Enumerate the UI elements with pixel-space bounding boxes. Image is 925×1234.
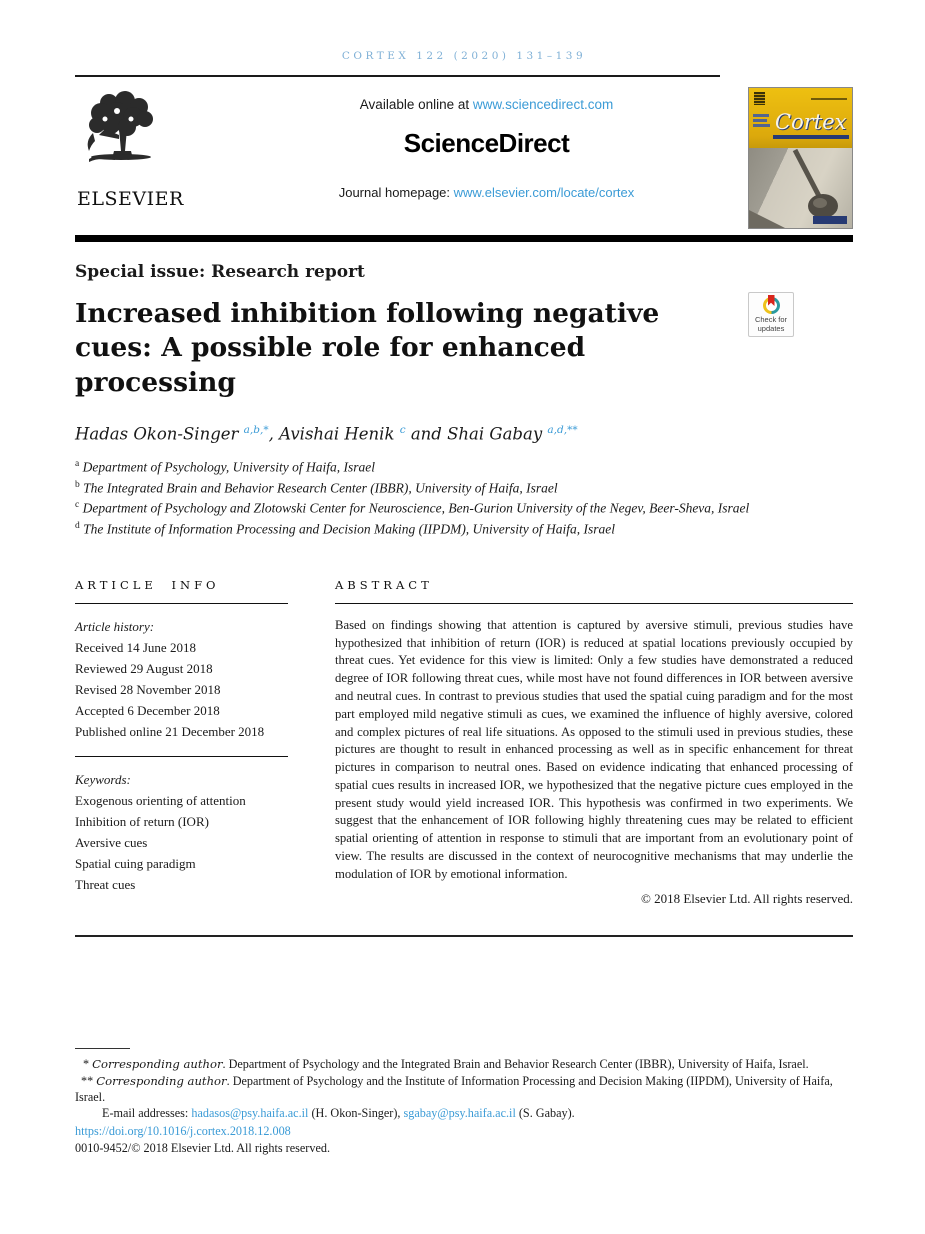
journal-citation: CORTEX 122 (2020) 131–139 bbox=[341, 50, 587, 62]
history-label: Article history: bbox=[75, 618, 155, 634]
corresponding-author-label: Corresponding author bbox=[92, 1057, 223, 1071]
badge-label-line1: Check for bbox=[754, 315, 788, 324]
affiliation-sup: d bbox=[75, 521, 80, 532]
affiliation-text: Department of Psychology and Zlotowski Center for Neuroscience, Ben-Gurion University of the Negev, Beer-Sheva, Israel bbox=[82, 500, 750, 516]
author-name: Shai Gabay bbox=[447, 424, 543, 444]
abstract-rule bbox=[335, 603, 853, 604]
cover-text-bar bbox=[753, 124, 770, 127]
affiliation-item bbox=[75, 519, 865, 540]
keyword-item: Inhibition of return (IOR) bbox=[75, 814, 209, 830]
footnote-marker: * bbox=[83, 1057, 90, 1071]
citation-rule bbox=[75, 75, 720, 77]
author-separator: , bbox=[268, 424, 280, 444]
article-history bbox=[75, 616, 288, 742]
abstract-text: Based on findings showing that attention is captured by aversive stimuli, previous studies have hypothesized that inhibition of return (IOR) is reduced at spatial locations previously occupied by threat cues. Yet evidence for this view is limited: Only a few studies have demonstrated a reduced degree of IOR following threat cues, while most have not found differences in IOR between aversive and neutral cues. In contrast to previous studies that used the spatial cuing paradigm and for the most part employed mild negative stimuli as cues, we examined the influence of highly aversive, colored and complex pictures of real life situations. As opposed to the stimuli used in previous studies, these pictures are thought to result in enhanced processing as well as in specific enhancement for threat pictures in comparison to neutral ones. Based on evidence indicating that enhanced processing of spatial cues results in increased IOR, we hypothesized that the negative picture cues employed in the present study would yield increased IOR. This hypothesis was confirmed in two experiments. We suggest that the enhancement of IOR following highly threatening cues may be related to efficient spatial orienting of attention in response to stimuli that are important from an evolutionary point of view. The results are discussed in the context of neurocognitive mechanisms that may underlie the modulation of IOR by emotional information. bbox=[335, 617, 853, 881]
history-item: Received 14 June 2018 bbox=[75, 639, 196, 655]
history-item: Revised 28 November 2018 bbox=[75, 681, 221, 697]
affiliations bbox=[75, 457, 865, 540]
publisher-banner bbox=[75, 87, 853, 229]
author-affil-sup: a,b,* bbox=[243, 424, 269, 437]
section-bottom-rule bbox=[75, 935, 853, 937]
affiliation-item bbox=[75, 498, 865, 519]
footnote-text: . Department of Psychology and the Integrated Brain and Behavior Research Center (IBBR), University of Haifa, Israel. bbox=[222, 1057, 809, 1071]
badge-label bbox=[755, 316, 787, 333]
banner-center bbox=[225, 87, 748, 200]
cover-text-bar bbox=[811, 98, 847, 100]
cover-text-bar bbox=[753, 114, 769, 117]
email-attribution: (S. Gabay). bbox=[515, 1106, 575, 1121]
keywords-block bbox=[75, 769, 288, 895]
elsevier-tree-icon bbox=[75, 89, 170, 181]
email-link-gabay[interactable]: sgabay@psy.haifa.ac.il bbox=[403, 1106, 516, 1121]
article-info-heading: ARTICLE INFO bbox=[75, 577, 220, 592]
elsevier-logo bbox=[75, 87, 225, 210]
email-label: E-mail addresses: bbox=[102, 1106, 189, 1121]
footnote-rule bbox=[75, 1048, 130, 1049]
email-addresses-line bbox=[75, 1105, 857, 1121]
affiliation-sup: c bbox=[75, 500, 80, 511]
doi-line bbox=[75, 1123, 857, 1139]
check-for-updates-badge[interactable] bbox=[748, 292, 794, 337]
homepage-link[interactable]: www.elsevier.com/locate/cortex bbox=[453, 185, 635, 200]
author-separator: and bbox=[405, 424, 448, 444]
footnote-text: . Department of Psychology and the Institute of Information Processing and Decision Making (IIPDM), University of Haifa, Israel. bbox=[75, 1073, 833, 1105]
author-name: Avishai Henik bbox=[279, 424, 395, 444]
doi-link[interactable]: https://doi.org/10.1016/j.cortex.2018.12.008 bbox=[75, 1123, 291, 1138]
author-line bbox=[75, 424, 853, 444]
section-label: Special issue: Research report bbox=[75, 262, 365, 282]
keyword-item: Threat cues bbox=[75, 877, 136, 893]
history-item: Reviewed 29 August 2018 bbox=[75, 660, 213, 676]
affiliation-text: The Integrated Brain and Behavior Research Center (IBBR), University of Haifa, Israel bbox=[83, 480, 558, 496]
keyword-item: Aversive cues bbox=[75, 835, 148, 851]
cover-subtitle-band bbox=[773, 135, 849, 139]
keywords-rule bbox=[75, 756, 288, 757]
author-affil-sup: a,d,** bbox=[547, 424, 578, 437]
cover-text-bar bbox=[753, 119, 767, 122]
copyright-line: © 2018 Elsevier Ltd. All rights reserved. bbox=[640, 890, 853, 906]
keyword-item: Exogenous orienting of attention bbox=[75, 793, 246, 809]
affiliation-sup: a bbox=[75, 458, 80, 469]
affiliation-text: The Institute of Information Processing and Decision Making (IIPDM), University of Haifa, Israel bbox=[83, 521, 616, 537]
affiliation-item bbox=[75, 457, 865, 478]
keyword-item: Spatial cuing paradigm bbox=[75, 856, 196, 872]
available-online-label: Available online at bbox=[359, 97, 470, 112]
author-name: Hadas Okon-Singer bbox=[75, 424, 239, 444]
email-attribution: (H. Okon-Singer), bbox=[308, 1106, 404, 1121]
abstract-column bbox=[335, 578, 853, 907]
journal-cover-thumbnail bbox=[748, 87, 853, 229]
corresponding-author-note-2 bbox=[75, 1073, 857, 1106]
article-info-rule bbox=[75, 603, 288, 604]
journal-homepage-line bbox=[225, 185, 748, 200]
footnote-marker: ** bbox=[81, 1073, 94, 1088]
elsevier-wordmark: ELSEVIER bbox=[77, 188, 184, 210]
sciencedirect-logo: ScienceDirect bbox=[403, 128, 570, 158]
sciencedirect-link[interactable]: www.sciencedirect.com bbox=[472, 97, 614, 112]
history-item: Accepted 6 December 2018 bbox=[75, 703, 220, 718]
info-abstract-section bbox=[75, 578, 853, 907]
author-affil-sup: c bbox=[399, 424, 406, 437]
corresponding-author-note-1 bbox=[75, 1056, 857, 1073]
footnotes bbox=[75, 1048, 857, 1156]
affiliation-item bbox=[75, 478, 865, 499]
cover-footer-mark bbox=[813, 216, 847, 224]
article-info-column bbox=[75, 578, 288, 907]
email-link-okon-singer[interactable]: hadasos@psy.haifa.ac.il bbox=[191, 1106, 309, 1121]
issn-copyright-line: 0010-9452/© 2018 Elsevier Ltd. All rights reserved. bbox=[75, 1141, 330, 1156]
cover-title: Cortex bbox=[775, 110, 847, 134]
header-divider-bar bbox=[75, 235, 853, 242]
cover-publisher-mark bbox=[754, 92, 765, 105]
article-title: Increased inhibition following negative cues: A possible role for enhanced processing bbox=[75, 298, 660, 398]
badge-label-line2: updates bbox=[757, 323, 785, 333]
homepage-label: Journal homepage: bbox=[338, 185, 451, 200]
history-item: Published online 21 December 2018 bbox=[75, 724, 265, 740]
crossmark-icon bbox=[763, 297, 780, 314]
available-online-line bbox=[225, 97, 748, 112]
keywords-label: Keywords: bbox=[75, 772, 131, 788]
cover-masthead bbox=[749, 88, 852, 148]
corresponding-author-label: Corresponding author bbox=[96, 1073, 227, 1088]
affiliation-sup: b bbox=[75, 479, 80, 490]
affiliation-text: Department of Psychology, University of Haifa, Israel bbox=[82, 459, 376, 475]
abstract-heading: ABSTRACT bbox=[335, 577, 433, 592]
